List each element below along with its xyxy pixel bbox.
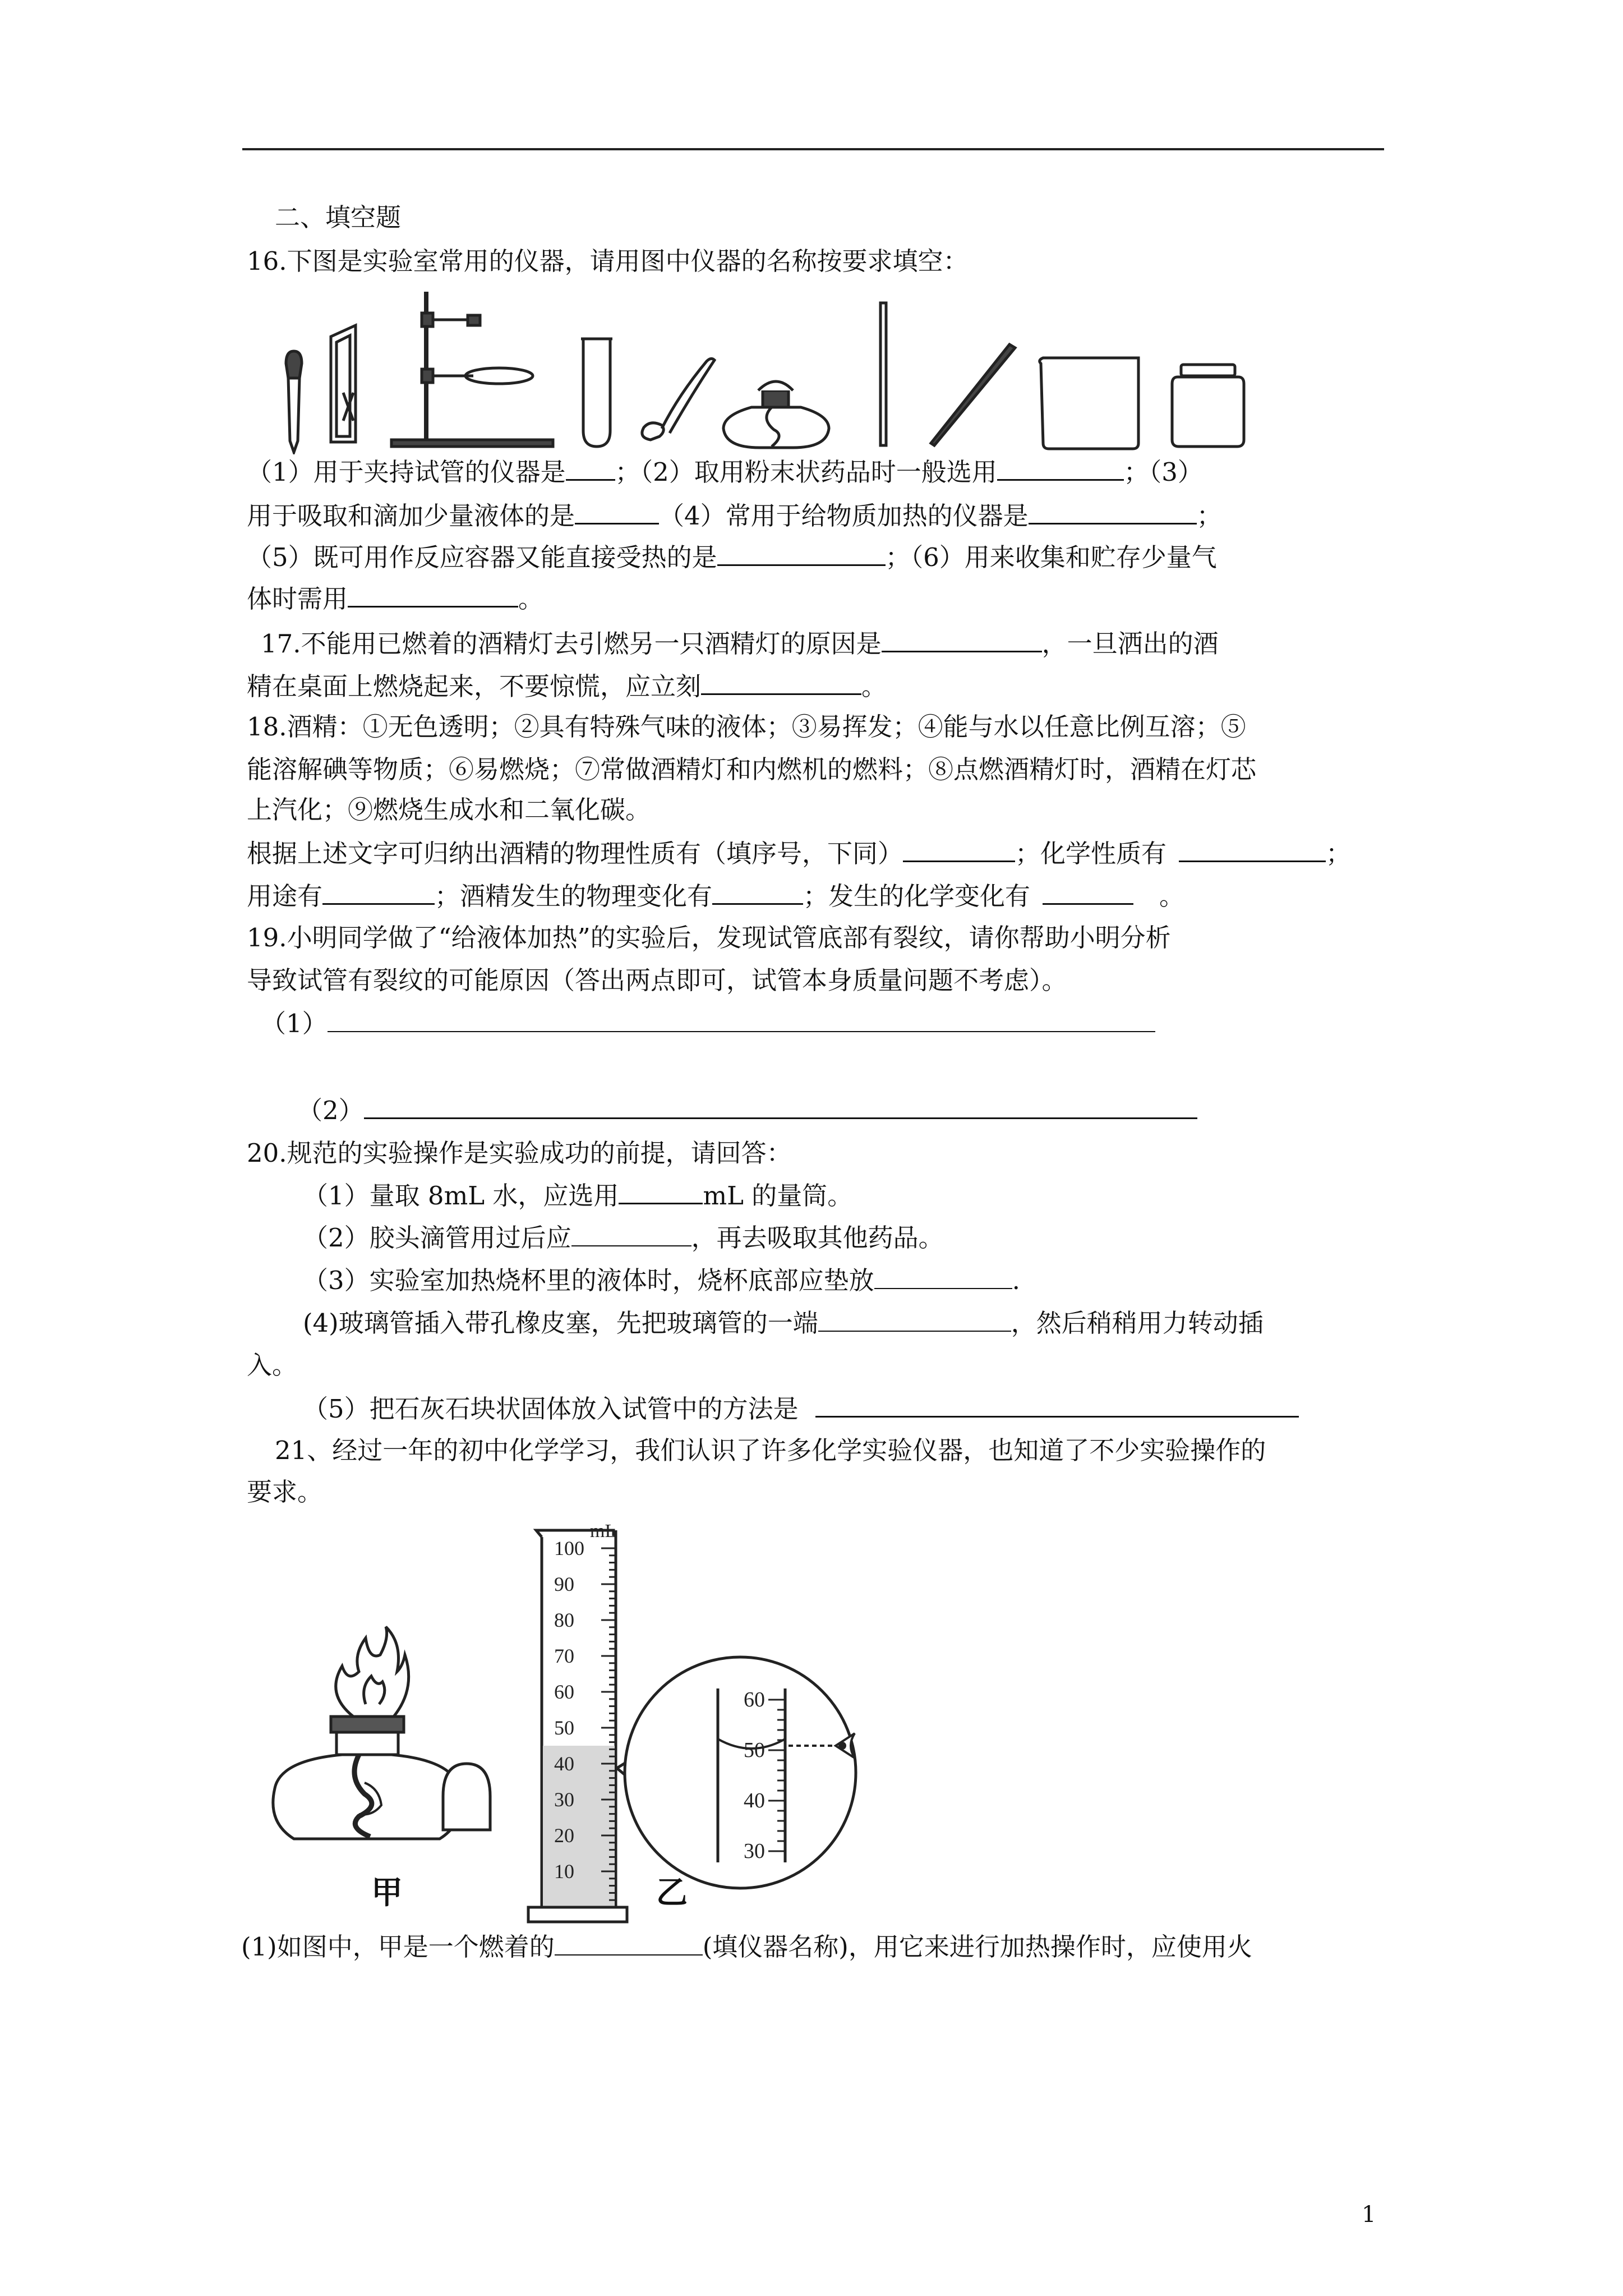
test-tube-icon — [581, 339, 612, 447]
header-rule — [242, 148, 1384, 150]
q20-item5: （5）把石灰石块状固体放入试管中的方法是 — [303, 1391, 1299, 1426]
answer-blank-q17-2[interactable] — [701, 669, 861, 695]
q16-apparatus-figure — [269, 280, 1279, 454]
answer-blank-q18-4[interactable] — [712, 878, 803, 905]
dropper-icon — [286, 351, 302, 452]
zoom-tick-label: 40 — [744, 1789, 765, 1812]
q16-line2: 用于吸取和滴加少量液体的是 （4）常用于给物质加热的仪器是 ； — [247, 498, 1222, 533]
answer-blank-q21-1[interactable] — [555, 1930, 703, 1955]
q21-line1: 21、经过一年的初中化学学习，我们认识了许多化学实验仪器，也知道了不少实验操作的 — [275, 1435, 1266, 1465]
answer-blank-q16-1[interactable] — [566, 454, 615, 481]
q19-item2: （2） — [297, 1093, 1197, 1128]
q18-line4: 根据上述文字可归纳出酒精的物理性质有（填序号，下同） ；化学性质有 ； — [247, 836, 1351, 871]
q16-stem: 16.下图是实验室常用的仪器，请用图中仪器的名称按要求填空： — [247, 246, 969, 276]
answer-blank-q20-2[interactable] — [571, 1221, 691, 1246]
answer-blank-q20-1[interactable] — [619, 1178, 703, 1204]
answer-blank-q16-3[interactable] — [575, 498, 659, 524]
q20-item1: （1）量取 8mL 水，应选用 mL 的量筒。 — [303, 1178, 852, 1213]
section-title: 二、填空题 — [275, 203, 402, 232]
test-tube-clamp-icon — [331, 325, 356, 442]
answer-blank-q20-3[interactable] — [874, 1263, 1012, 1289]
answer-blank-q16-2[interactable] — [997, 454, 1124, 481]
zoom-tick-label: 30 — [744, 1839, 765, 1863]
cylinder-tick-label: 10 — [554, 1860, 574, 1883]
cylinder-tick-label: 60 — [554, 1681, 574, 1703]
measuring-cylinder-icon — [528, 1521, 627, 1922]
answer-blank-q19-2[interactable] — [364, 1093, 1197, 1119]
answer-blank-q16-6[interactable] — [348, 581, 518, 608]
answer-blank-q18-3[interactable] — [322, 878, 435, 905]
q19-line2: 导致试管有裂纹的可能原因（答出两点即可，试管本身质量问题不考虑）。 — [247, 965, 1067, 995]
answer-blank-q20-5[interactable] — [815, 1391, 1299, 1418]
page-number: 1 — [1362, 2202, 1376, 2228]
q16-line4: 体时需用 。 — [247, 581, 543, 616]
figure-label-yi: 乙 — [656, 1875, 688, 1911]
answer-blank-q20-4[interactable] — [818, 1306, 1011, 1332]
q19-item1: （1） — [261, 1006, 1155, 1041]
answer-blank-q18-1[interactable] — [903, 836, 1015, 862]
tweezers-icon — [931, 344, 1015, 445]
q18-line1: 18.酒精：①无色透明；②具有特殊气味的液体；③易挥发；④能与水以任意比例互溶；⑤ — [247, 712, 1246, 742]
cylinder-tick-label: 40 — [554, 1752, 574, 1775]
q18-line3: 上汽化；⑨燃烧生成水和二氧化碳。 — [247, 795, 651, 825]
q21-figure — [269, 1515, 998, 1997]
answer-blank-q18-2[interactable] — [1179, 836, 1326, 862]
cylinder-tick-label: 50 — [554, 1717, 574, 1739]
q17-line1: 17.不能用已燃着的酒精灯去引燃另一只酒精灯的原因是 ，一旦洒出的酒 — [261, 626, 1219, 661]
cylinder-tick-label: 70 — [554, 1645, 574, 1667]
cylinder-tick-label: 20 — [554, 1824, 574, 1847]
figure-label-jia: 甲 — [371, 1875, 403, 1911]
scale-zoom-inset — [617, 1657, 856, 1888]
cylinder-unit-label: mL — [590, 1521, 617, 1542]
answer-blank-q19-1[interactable] — [328, 1006, 1155, 1032]
q20-item4: (4)玻璃管插入带孔橡皮塞，先把玻璃管的一端 ，然后稍稍用力转动插 — [303, 1306, 1264, 1340]
burning-alcohol-lamp-icon — [273, 1627, 460, 1839]
beaker-icon — [1040, 358, 1138, 449]
answer-blank-q18-5[interactable] — [1043, 878, 1133, 905]
zoom-tick-label: 60 — [744, 1688, 765, 1711]
answer-blank-q16-5[interactable] — [717, 540, 886, 566]
q19-line1: 19.小明同学做了“给液体加热”的实验后，发现试管底部有裂纹，请你帮助小明分析 — [247, 923, 1171, 953]
cylinder-tick-label: 90 — [554, 1573, 574, 1595]
glass-rod-icon — [880, 303, 886, 445]
q17-line2: 精在桌面上燃烧起来，不要惊慌，应立刻 。 — [247, 669, 887, 703]
q21-line2: 要求。 — [247, 1477, 323, 1507]
cylinder-tick-label: 30 — [554, 1788, 574, 1811]
iron-stand-icon — [391, 292, 553, 447]
q18-line5: 用途有 ；酒精发生的物理变化有 ；发生的化学变化有 。 — [247, 878, 1184, 913]
answer-blank-q17-1[interactable] — [882, 626, 1042, 652]
cylinder-tick-label: 100 — [554, 1537, 584, 1559]
q21-sub1: (1)如图中，甲是一个燃着的 (填仪器名称)，用它来进行加热操作时，应使用火 — [241, 1930, 1252, 1964]
q16-line3: （5）既可用作反应容器又能直接受热的是 ；（6）用来收集和贮存少量气 — [247, 540, 1217, 574]
cylinder-tick-label: 80 — [554, 1609, 574, 1631]
q20-stem: 20.规范的实验操作是实验成功的前提，请回答： — [247, 1138, 792, 1168]
lamp-cap-icon — [443, 1764, 490, 1830]
alcohol-lamp-icon — [723, 381, 829, 448]
answer-blank-q16-4[interactable] — [1029, 498, 1197, 524]
q20-item2: （2）胶头滴管用过后应 ，再去吸取其他药品。 — [303, 1221, 944, 1255]
q20-item3: （3）实验室加热烧杯里的液体时，烧杯底部应垫放 . — [303, 1263, 1020, 1297]
medicine-spoon-icon — [642, 358, 714, 440]
q16-line1: （1）用于夹持试管的仪器是 ；（2）取用粉末状药品时一般选用 ；（3） — [247, 454, 1203, 489]
q18-line2: 能溶解碘等物质；⑥易燃烧；⑦常做酒精灯和内燃机的燃料；⑧点燃酒精灯时，酒精在灯芯 — [247, 754, 1257, 784]
zoom-tick-label: 50 — [744, 1738, 765, 1762]
q20-item4-cont: 入。 — [247, 1350, 298, 1380]
gas-bottle-icon — [1172, 365, 1244, 447]
